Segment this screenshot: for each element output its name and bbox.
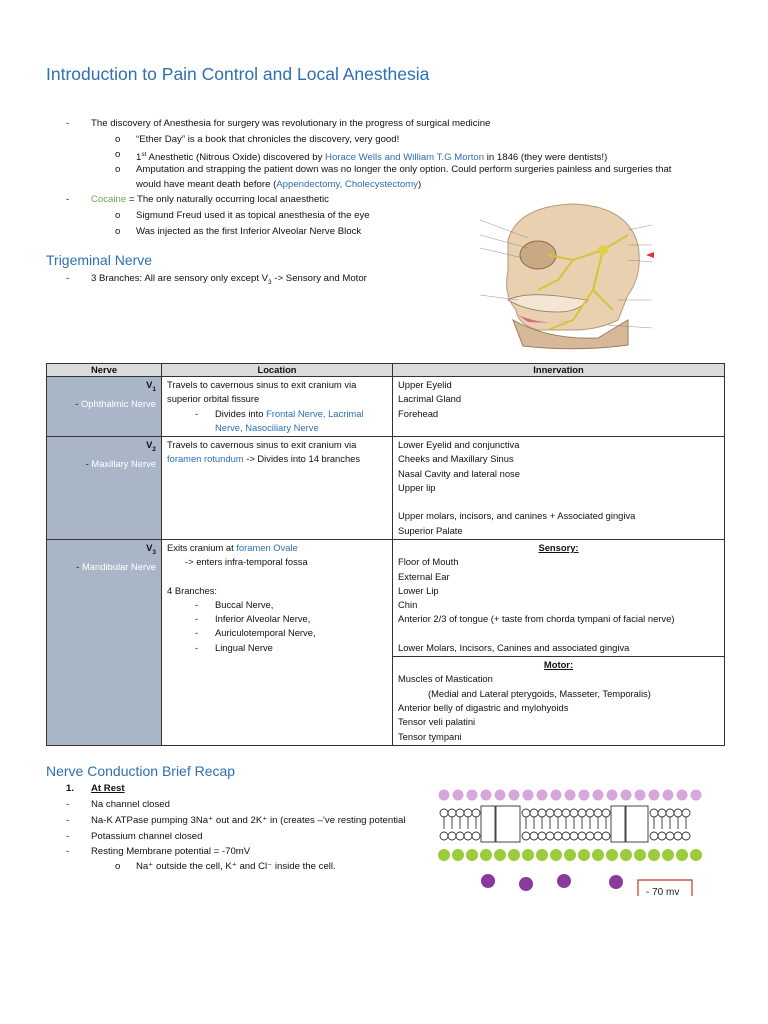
inventors-link: Horace Wells and William T.G Morton	[325, 152, 485, 164]
table-header-row	[47, 364, 725, 377]
intro-sub-2a: Sigmund Freud used it as topical anesthesia of the eye	[136, 210, 370, 221]
intro-sub-1c-line2: would have meant death before (Appendectomy, Cholecystectomy)	[136, 179, 422, 190]
innervation-cell-v1: Upper Eyelid Lacrimal Gland Forehead	[393, 377, 725, 437]
innervation-cell-v2: Lower Eyelid and conjunctiva Cheeks and Maxillary Sinus Nasal Cavity and lateral nose Upper lip Upper molars, incisors, and canines + Associated gingiva Superior Palate	[393, 437, 725, 540]
page-title: Introduction to Pain Control and Local Anesthesia	[46, 64, 430, 84]
intro-bullet-1: The discovery of Anesthesia for surgery was revolutionary in the progress of surgical medicine	[91, 118, 491, 129]
dash-bullet: -	[66, 815, 70, 826]
dash-bullet: -	[66, 118, 70, 129]
sensory-title: Sensory:	[538, 541, 579, 553]
innervation-motor-cell: Motor: Muscles of Mastication (Medial and Lateral pterygoids, Masseter, Temporalis) Anterior belly of digastric and mylohyoids Tensor veli palatini Tensor tympani	[393, 657, 725, 746]
circle-bullet: o	[115, 861, 121, 872]
conduction-heading: Nerve Conduction Brief Recap	[46, 763, 236, 779]
conduction-item-1: Na channel closed	[91, 799, 170, 810]
nerve-name-v3: Mandibular Nerve	[82, 561, 156, 573]
table-row-v3	[47, 539, 725, 656]
intro-sub-2b: Was injected as the first Inferior Alveolar Nerve Block	[136, 226, 362, 237]
nerve-name-v2: Maxillary Nerve	[91, 458, 156, 470]
conduction-item-3: Potassium channel closed	[91, 831, 203, 842]
at-rest-number: 1.	[66, 783, 75, 794]
header-innervation: Innervation	[393, 364, 725, 377]
dash-bullet: -	[66, 194, 70, 205]
conduction-item-2: Na-K ATPase pumping 3Na⁺ out and 2K⁺ in (creates –’ve resting potential	[91, 815, 406, 826]
conduction-sub-item: Na⁺ outside the cell, K⁺ and Cl⁻ inside the cell.	[136, 861, 336, 872]
intro-sub-1a: “Ether Day” is a book that chronicles the discovery, very good!	[136, 134, 400, 145]
trigeminal-heading: Trigeminal Nerve	[46, 252, 153, 268]
intro-sub-1c-line1: Amputation and strapping the patient down was no longer the only option. Could perform surgeries painless and surgeries that	[136, 164, 672, 175]
dash-bullet: -	[66, 273, 70, 284]
circle-bullet: o	[115, 210, 121, 221]
at-rest-heading: At Rest	[91, 783, 125, 794]
nerve-cell-v3: $V_3$ - Mandibular Nerve	[47, 539, 162, 745]
header-location: Location	[162, 364, 393, 377]
intro-bullet-2: Cocaine = The only naturally occurring local anaesthetic	[91, 194, 329, 205]
dash-bullet: -	[66, 799, 70, 810]
nerve-name-v1: Ophthalmic Nerve	[80, 398, 156, 410]
intro-sub-1b: 1st Anesthetic (Nitrous Oxide) discovered by Horace Wells and William T.G Morton in 1846 (they were dentists!)	[136, 151, 608, 164]
table-row-v2	[47, 437, 725, 540]
dash-bullet: -	[66, 846, 70, 857]
skull-nerve-illustration	[478, 200, 654, 356]
trigeminal-bullet: 3 Branches: All are sensory only except $V_3$ -> Sensory and Motor	[91, 273, 367, 286]
location-cell-v2: Travels to cavernous sinus to exit cranium via foramen rotundum -> Divides into 14 branches	[162, 437, 393, 540]
circle-bullet: o	[115, 226, 121, 237]
surgeries-link: Appendectomy, Cholecystectomy	[276, 179, 418, 190]
table-row-v1	[47, 377, 725, 437]
conduction-item-4: Resting Membrane potential = -70mV	[91, 846, 251, 857]
location-cell-v1: Travels to cavernous sinus to exit cranium via superior orbital fissure - Divides into Frontal Nerve, Lacrimal Nerve, Nasociliary Nerve	[162, 377, 393, 437]
trigeminal-table	[46, 363, 725, 746]
cocaine-term: Cocaine	[91, 194, 127, 205]
circle-bullet: o	[115, 134, 121, 145]
motor-title: Motor:	[543, 659, 574, 671]
circle-bullet: o	[115, 164, 121, 175]
membrane-potential-label: - 70 mv	[646, 887, 680, 898]
nerve-cell-v1: $V_1$ - Ophthalmic Nerve	[47, 377, 162, 437]
nerve-cell-v2: $V_2$ - Maxillary Nerve	[47, 437, 162, 540]
dash-bullet: -	[66, 831, 70, 842]
location-cell-v3: Exits cranium at foramen Ovale -> enters infra-temporal fossa 4 Branches: - Buccal Nerve, - Inferior Alveolar Nerve, - Auriculotemporal Nerve, - Lingual Nerve	[162, 539, 393, 745]
circle-bullet: o	[115, 149, 121, 160]
innervation-sensory-cell: Sensory: Floor of Mouth External Ear Lower Lip Chin Anterior 2/3 of tongue (+ taste from chorda tympani of facial nerve) Lower Molars, Incisors, Canines and associated gingiva	[393, 539, 725, 656]
header-nerve: Nerve	[47, 364, 162, 377]
membrane-diagram	[436, 784, 708, 898]
